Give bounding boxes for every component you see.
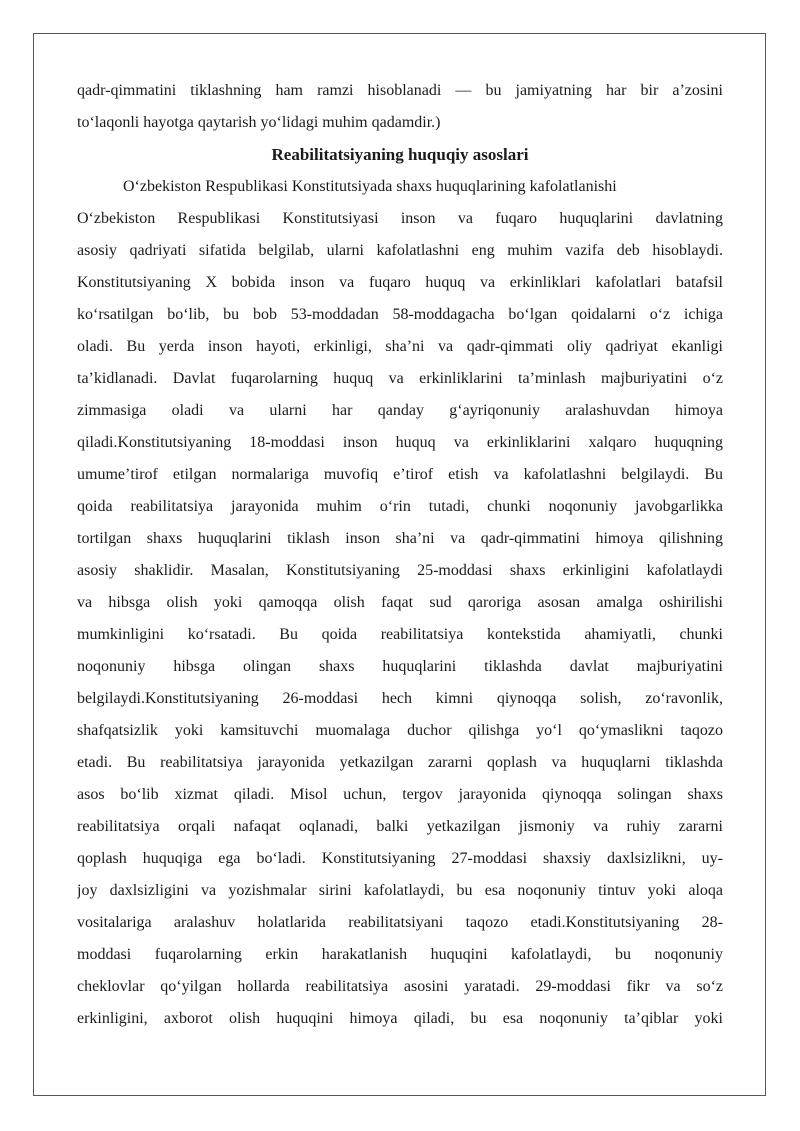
text-line-21: etadi. Bu reabilitatsiya jarayonida yetkazilgan zararni qoplash va huquqlarni tiklashda bbox=[77, 754, 723, 771]
text-line-28: cheklovlar qoʻyilgan hollarda reabilitatsiya asosini yaratadi. 29-moddasi fikr va soʻz bbox=[77, 978, 723, 995]
text-line-13: qoida reabilitatsiya jarayonida muhim oʻrin tutadi, chunki noqonuniy javobgarlikka bbox=[77, 498, 723, 515]
text-line-5: asosiy qadriyati sifatida belgilab, ularni kafolatlashni eng muhim vazifa deb hisoblaydi. bbox=[77, 242, 723, 259]
text-line-20: shafqatsizlik yoki kamsituvchi muomalaga duchor qilishga yoʻl qoʻymaslikni taqozo bbox=[77, 722, 723, 739]
text-line-22: asos boʻlib xizmat qiladi. Misol uchun, tergov jarayonida qiynoqqa solingan shaxs bbox=[77, 786, 723, 803]
text-line-27: moddasi fuqarolarning erkin harakatlanish huquqini kafolatlaydi, bu noqonuniy bbox=[77, 946, 723, 963]
text-line-1: toʻlaqonli hayotga qaytarish yoʻlidagi muhim qadamdir.) bbox=[77, 114, 441, 131]
text-line-17: mumkinligini koʻrsatadi. Bu qoida reabilitatsiya kontekstida ahamiyatli, chunki bbox=[77, 626, 723, 643]
text-line-26: vositalariga aralashuv holatlarida reabilitatsiyani taqozo etadi.Konstitutsiyaning 28- bbox=[77, 914, 723, 931]
text-line-4: Oʻzbekiston Respublikasi Konstitutsiyasi inson va fuqaro huquqlarini davlatning bbox=[77, 210, 723, 227]
text-line-9: taʼkidlanadi. Davlat fuqarolarning huquq va erkinliklarini taʼminlash majburiyatini oʻz bbox=[77, 370, 723, 387]
text-line-11: qiladi.Konstitutsiyaning 18-moddasi inson huquq va erkinliklarini xalqaro huquqning bbox=[77, 434, 723, 451]
text-line-6: Konstitutsiyaning X bobida inson va fuqaro huquq va erkinliklari kafolatlari batafsil bbox=[77, 274, 723, 291]
document-content bbox=[77, 75, 723, 1035]
text-line-29: erkinligini, axborot olish huquqini himoya qiladi, bu esa noqonuniy taʼqiblar yoki bbox=[77, 1010, 723, 1027]
text-line-8: oladi. Bu yerda inson hayoti, erkinligi, shaʼni va qadr-qimmati oliy qadriyat ekanligi bbox=[77, 338, 723, 355]
text-line-12: umumeʼtirof etilgan normalariga muvofiq eʼtirof etish va kafolatlashni belgilaydi. Bu bbox=[77, 466, 723, 483]
text-line-23: reabilitatsiya orqali nafaqat oqlanadi, balki yetkazilgan jismoniy va ruhiy zararni bbox=[77, 818, 723, 835]
text-line-10: zimmasiga oladi va ularni har qanday gʻayriqonuniy aralashuvdan himoya bbox=[77, 402, 723, 419]
text-line-19: belgilaydi.Konstitutsiyaning 26-moddasi hech kimni qiynoqqa solish, zoʻravonlik, bbox=[77, 690, 723, 707]
section-heading: Reabilitatsiyaning huquqiy asoslari bbox=[271, 145, 529, 164]
text-line-24: qoplash huquqiga ega boʻladi. Konstitutsiyaning 27-moddasi shaxsiy daxlsizlikni, uy- bbox=[77, 850, 723, 867]
text-line-7: koʻrsatilgan boʻlib, bu bob 53-moddadan 58-moddagacha boʻlgan qoidalarni oʻz ichiga bbox=[77, 306, 723, 323]
text-line-18: noqonuniy hibsga olingan shaxs huquqlarini tiklashda davlat majburiyatini bbox=[77, 658, 723, 675]
text-line-3: Oʻzbekiston Respublikasi Konstitutsiyada shaxs huquqlarining kafolatlanishi bbox=[123, 178, 617, 195]
text-line-15: asosiy shaklidir. Masalan, Konstitutsiyaning 25-moddasi shaxs erkinligini kafolatlaydi bbox=[77, 562, 723, 579]
text-line-16: va hibsga olish yoki qamoqqa olish faqat sud qaroriga asosan amalga oshirilishi bbox=[77, 594, 723, 611]
text-line-14: tortilgan shaxs huquqlarini tiklash inson shaʼni va qadr-qimmatini himoya qilishning bbox=[77, 530, 723, 547]
text-line-25: joy daxlsizligini va yozishmalar sirini kafolatlaydi, bu esa noqonuniy tintuv yoki aloqa bbox=[77, 882, 723, 899]
text-line-0: qadr-qimmatini tiklashning ham ramzi hisoblanadi — bu jamiyatning har bir aʼzosini bbox=[77, 82, 723, 99]
